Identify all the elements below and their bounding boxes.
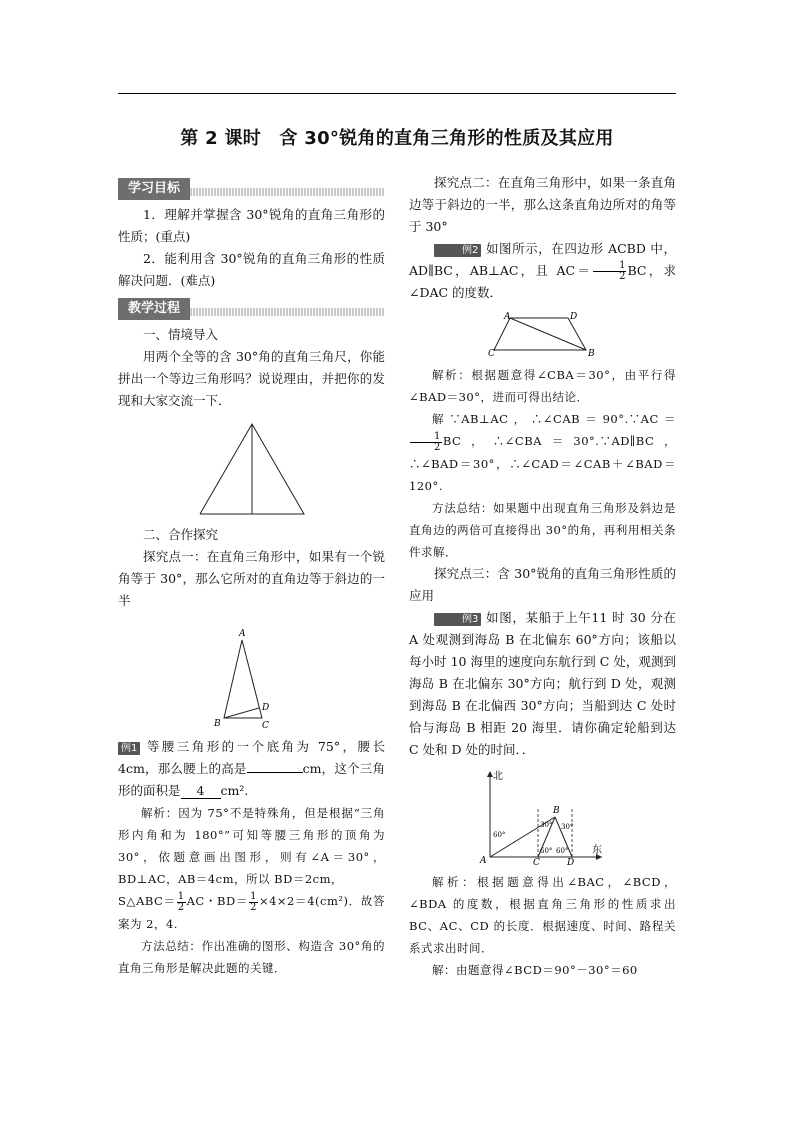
ex2-text-a: 如图所示，在四边形 ACBD 中，AD∥BC，AB⊥AC，且 AC＝ [409,241,676,278]
explore-point-3: 探究点三：含 30°锐角的直角三角形性质的应用 [409,565,676,603]
left-column [118,172,385,979]
heading-explore: 二、合作探究 [143,527,219,542]
label-c: C [487,349,495,358]
ex1-text-b: cm，这个三角形的面积是 [118,761,385,798]
label-c: C [261,721,269,730]
angle-60: 60° [492,830,505,839]
fraction-half [249,892,258,913]
ex2-sol-a: 解∵AB⊥AC，∴∠CAB＝90°.∵AC＝ [432,412,676,426]
figure-triangle-abc [212,626,292,730]
section-header-process [118,298,385,320]
ex2-solution [409,408,676,497]
frac-num: 1 [593,261,626,272]
explore-point-1: 探究点一：在直角三角形中，如果有一个锐角等于 30°，那么它所对的直角边等于斜边的一半 [118,549,385,608]
right-column [409,172,676,981]
label-b: B [552,805,560,816]
explore-point-2: 探究点二：在直角三角形中，如果一条直角边等于斜边的一半，那么这条直角边所对的角等于 30° [409,175,676,234]
fraction-half [177,892,186,913]
answer-blank-2: 4 [181,784,221,799]
section-label: 教学过程 [118,298,190,320]
intro-text: 用两个全等的含 30°角的直角三角尺，你能拼出一个等边三角形吗？说说理由，并把你的发现和大家交流一下． [118,349,385,408]
figure-isosceles-triangle [192,418,312,518]
example-badge: 例2 [434,244,481,257]
fraction-half [593,261,626,282]
figure-navigation [478,767,608,865]
ex2-analysis: 解析：根据题意得∠CBA＝30°，由平行得∠BAD＝30°，进而可得出结论． [409,368,676,404]
ex1-solution: 解析：因为 75°不是特殊角，但是根据“三角形内角和为 180°”可知等腰三角形的顶角为 30°，依题意画出图形，则有∠A＝30°，BD⊥AC，AB＝4cm，所以 BD＝2cm， [118,806,385,886]
east-label: 东 [591,844,602,856]
example-2 [409,238,676,304]
area-mid: AC・BD＝ [186,894,249,908]
section-header-goals [118,178,385,200]
area-rhs: ×4×2＝4(cm²)．故答案为 2，4. [118,894,385,931]
frac-num: 1 [177,890,185,902]
angle-60b: 60° [539,846,552,855]
ex3-text: 如图，某船于上午11 时 30 分在 A 处观测到海岛 B 在北偏东 60°方向；该船以每小时 10 海里的速度向东航行到 C 处，观测到海岛 B 在北偏东 30°方向；航行到 D 处，观测到海岛 B 在北偏西 30°方向；当船到达 C 处时恰与海岛 B 相距 20 海里．请你确定轮船到达 C 处和 D 处的时间．． [409,609,676,757]
page-title: 第 2 课时 含 30°锐角的直角三角形的性质及其应用 [180,128,614,149]
goal-2: 2．能利用含 30°锐角的直角三角形的性质解决问题．(难点) [118,251,385,288]
ex2-summary: 方法总结：如果题中出现直角三角形及斜边是直角边的两倍可直接得出 30°的角，再利用相关条件求解． [409,500,676,559]
ex1-area-formula [118,890,385,935]
label-d: D [566,857,574,865]
example-3 [409,607,676,761]
figure-quadrilateral [488,310,598,358]
ex1-summary: 方法总结：作出准确的图形、构造含 30°角的直角三角形是解决此题的关键． [118,938,385,975]
label-a: A [479,855,486,865]
frac-num: 1 [250,890,257,902]
frac-den: 2 [434,441,441,453]
ex1-text-a: 等腰三角形的一个底角为 75°，腰长 4cm，那么腰上的高是 [118,739,385,776]
angle-30a: 30° [539,820,552,829]
frac-den: 2 [177,901,185,913]
label-b: B [587,349,595,358]
area-lhs: S△ABC＝ [118,894,176,908]
ex1-text-c: cm². [220,783,249,798]
label-a: A [238,629,245,639]
ex2-sol-b: BC，∴∠CBA＝30°.∵AD∥BC，∴∠BAD＝30°，∴∠CAD＝∠CAB＋∠BAD＝120°. [409,434,676,493]
example-badge: 例3 [434,613,481,626]
fraction-half [410,432,442,453]
heading-intro: 一、情境导入 [143,327,219,342]
frac-den: 2 [250,901,257,913]
answer-blank-1 [247,772,303,773]
frac-num: 1 [410,432,442,443]
label-a: A [503,312,510,322]
angle-60c: 60° [555,846,568,855]
section-label: 学习目标 [118,178,190,200]
label-d: D [569,312,577,322]
goal-1: 1．理解并掌握含 30°锐角的直角三角形的性质；(重点) [118,207,385,244]
ex3-solution: 解：由题意得∠BCD＝90°－30°＝60 [432,962,638,977]
north-label: 北 [492,770,503,782]
top-rule [118,93,676,94]
ex3-analysis: 解析：根据题意得出∠BAC，∠BCD，∠BDA 的度数，根据直角三角形的性质求出 BC、AC、CD 的长度．根据速度、时间、路程关系式求出时间． [409,874,676,955]
label-c: C [532,857,540,865]
label-b: B [213,719,221,729]
frac-den: 2 [619,271,626,282]
example-badge: 例1 [118,742,140,755]
angle-30b: 30° [560,822,573,831]
ex2-text-b: BC，求∠DAC 的度数． [409,263,676,300]
label-d: D [261,703,269,713]
example-1 [118,736,385,802]
